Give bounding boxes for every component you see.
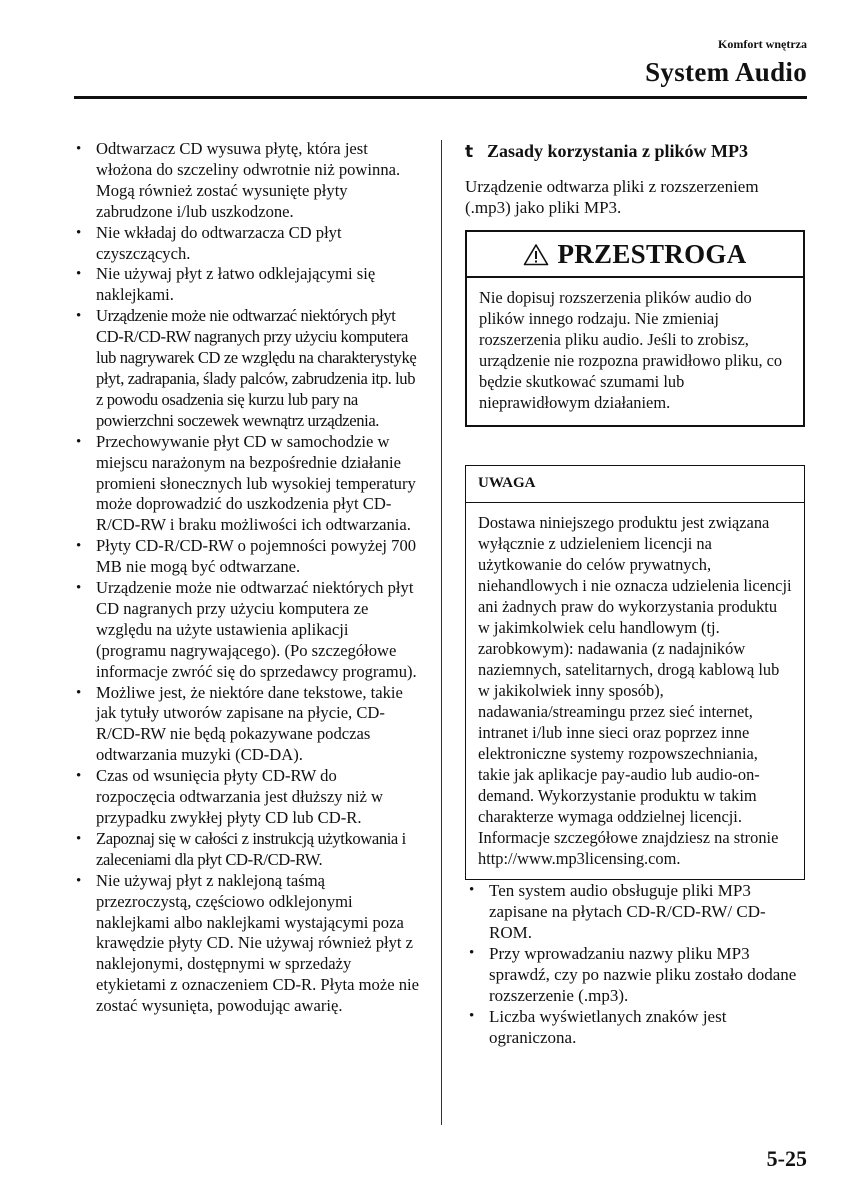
- list-item-text: Urządzenie może nie odtwarzać niektórych płyt CD-R/CD-RW nagranych przy użyciu komputera lub nagrywarek CD ze względu na charakterystykę płyt, zadrapania, ślady palców, zabrudzenia itp. lub z powodu osadzenia się kurzu lub pary na powierzchni soczewek wewnątrz urządzenia.: [96, 306, 417, 430]
- section-marker: t: [465, 142, 474, 162]
- list-item: [72, 223, 420, 265]
- list-item-text: Płyty CD-R/CD-RW o pojemności powyżej 700 MB nie mogą być odtwarzane.: [96, 536, 417, 577]
- bullet-glyph: •: [469, 882, 475, 898]
- note-text: Dostawa niniejszego produktu jest związana wyłącznie z udzieleniem licencji na użytkowanie do celów prywatnych, niehandlowych i nie oznacza udzielenia licencji ani żadnych praw do wykorzystania produktu w jakimkolwiek celu handlowym (tj. zarobkowym): nadawania (z nadajników naziemnych, satelitarnych, drogą kablową lub w jakikolwiek inny sposób), nadawania/streamingu przez sieć internet, intranet i/lub inne sieci oraz poprzez inne elektroniczne systemy rozpowszechniania, takie jak aplikacje pay-audio lub audio-on-demand. Wykorzystanie produktu w takim charakterze wymaga oddzielnej licencji. Informacje szczegółowe znajdziesz na stronie http://www.mp3licensing.com.: [478, 513, 792, 868]
- note-box: [465, 465, 805, 880]
- bullet-glyph: •: [469, 1008, 475, 1024]
- list-item-text: Ten system audio obsługuje pliki MP3 zapisane na płytach CD-R/CD-RW/ CD-ROM.: [489, 881, 766, 942]
- bullet-glyph: •: [76, 433, 82, 450]
- list-item: [72, 264, 420, 306]
- list-item: [72, 829, 420, 871]
- list-item: [72, 536, 420, 578]
- list-item: [72, 766, 420, 829]
- list-item: [465, 880, 805, 943]
- list-item-text: Zapoznaj się w całości z instrukcją użytkowania i zaleceniami dla płyt CD-R/CD-RW.: [96, 828, 406, 869]
- list-item-text: Możliwe jest, że niektóre dane tekstowe, takie jak tytuły utworów zapisane na płycie, CD-R/CD-RW nie będą pokazywane podczas odtwarzania muzyki (CD-DA).: [96, 682, 403, 765]
- list-item-text: Przechowywanie płyt CD w samochodzie w miejscu narażonym na bezpośrednie działanie promieni słonecznych lub wysokiej temperatury może doprowadzić do uszkodzenia płyt CD-R/CD-RW i braku możliwości ich odtwarzania.: [96, 431, 416, 535]
- right-bullet-list: [465, 880, 805, 1048]
- warning-triangle-icon: [523, 243, 549, 266]
- list-item-text: Nie używaj płyt z naklejoną taśmą przezroczystą, częściowo odklejonymi naklejkami albo naklejkami wystającymi poza krawędzie płyty CD. Nie używaj również płyt z naklejonymi, dostępnymi w sprzedaży etykietami z oznaczeniem CD-R. Płyta może nie zostać wysunięta, powodując awarię.: [96, 870, 420, 1016]
- bullet-glyph: •: [76, 872, 82, 889]
- list-item: [465, 943, 805, 1006]
- left-column: [72, 139, 420, 1017]
- note-title: UWAGA: [466, 466, 804, 503]
- list-item: [72, 683, 420, 767]
- bullet-glyph: •: [469, 945, 475, 961]
- list-item: [72, 139, 420, 223]
- caution-title: PRZESTROGA: [557, 238, 747, 269]
- bullet-glyph: •: [76, 266, 82, 283]
- mp3-heading-text: Zasady korzystania z plików MP3: [487, 141, 749, 161]
- right-column: [465, 139, 805, 1048]
- list-item-text: Urządzenie może nie odtwarzać niektórych płyt CD nagranych przy użyciu komputera ze względu na użyte ustawienia aplikacji (programu nagrywającego). (Po szczegółowe informacje zwróć się do sprzedawcy programu).: [96, 578, 417, 681]
- bullet-glyph: •: [76, 141, 82, 157]
- page-number: 5-25: [766, 1146, 807, 1171]
- bullet-glyph: •: [76, 580, 82, 597]
- column-divider: [441, 140, 442, 1125]
- list-item-text: Odtwarzacz CD wysuwa płytę, która jest włożona do szczeliny odwrotnie niż powinna. Mogą również zostać wysunięte płyty zabrudzone i/lub uszkodzone.: [96, 139, 401, 221]
- list-item-text: Nie używaj płyt z łatwo odklejającymi się naklejkami.: [96, 264, 376, 305]
- bullet-glyph: •: [76, 830, 82, 847]
- mp3-section-heading: [465, 139, 805, 164]
- list-item-text: Przy wprowadzaniu nazwy pliku MP3 sprawdź, czy po nazwie pliku zostało dodane rozszerzenie (.mp3).: [489, 944, 797, 1005]
- page-title: System Audio: [645, 57, 807, 87]
- caution-box: [465, 230, 805, 427]
- list-item-text: Czas od wsunięcia płyty CD-RW do rozpoczęcia odtwarzania jest dłuższy niż w przypadku zwykłej płyty CD lub CD-R.: [96, 766, 384, 827]
- list-item: [72, 432, 420, 537]
- mp3-intro: Urządzenie odtwarza pliki z rozszerzeniem (.mp3) jako pliki MP3.: [465, 177, 759, 217]
- bullet-glyph: •: [76, 684, 82, 701]
- list-item: [72, 578, 420, 683]
- header-section: Komfort wnętrza: [718, 37, 807, 51]
- caution-text: Nie dopisuj rozszerzenia plików audio do plików innego rodzaju. Nie zmieniaj rozszerzenia pliku audio. Jeśli to zrobisz, urządzenie nie rozpozna prawidłowo pliku, co będzie skutkować szumami lub nieprawidłowym działaniem.: [479, 288, 783, 412]
- left-bullet-list: [72, 139, 420, 1017]
- list-item-text: Liczba wyświetlanych znaków jest ograniczona.: [489, 1007, 727, 1047]
- list-item: [72, 306, 420, 431]
- list-item-text: Nie wkładaj do odtwarzacza CD płyt czyszczących.: [96, 222, 342, 263]
- list-item: [465, 1006, 805, 1048]
- bullet-glyph: •: [76, 768, 82, 785]
- bullet-glyph: •: [76, 538, 82, 555]
- list-item: [72, 871, 420, 1017]
- bullet-glyph: •: [76, 308, 82, 325]
- caution-header: [467, 232, 803, 278]
- header-rule: [74, 96, 807, 99]
- bullet-glyph: •: [76, 224, 82, 241]
